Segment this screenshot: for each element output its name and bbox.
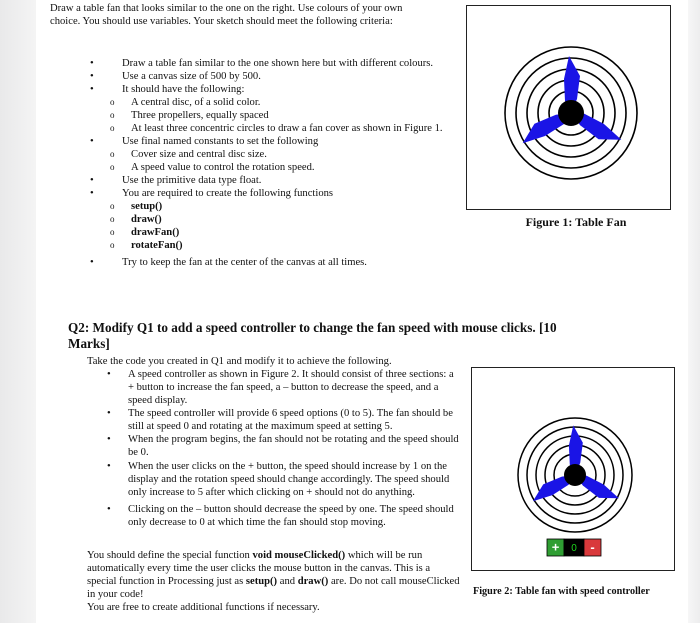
q2-requirements-list <box>107 368 462 529</box>
fan-central-disc <box>558 100 584 126</box>
speed-value: 0 <box>571 543 577 554</box>
q2-requirement: • When the program begins, the fan should not be rotating and the speed should be 0. <box>107 434 459 458</box>
criteria-item: • Use final named constants to set the following <box>90 136 319 147</box>
criteria-subitem: o At least three concentric circles to draw a fan cover as shown in Figure 1. <box>110 123 443 134</box>
criteria-item: • Draw a table fan similar to the one shown here but with different colours. <box>90 58 434 69</box>
figure-1-caption: Figure 1: Table Fan <box>525 215 627 229</box>
q2-requirement: • The speed controller will provide 6 speed options (0 to 5). The fan should be still at speed 0 and rotating at the maximum speed at setting 5. <box>107 408 453 432</box>
criteria-item: • Use a canvas size of 500 by 500. <box>90 71 261 82</box>
intro-paragraph: Draw a table fan that looks similar to the one on the right. Use colours of your own choice. You should use variables. Your sketch should meet the following criteria: <box>50 3 403 27</box>
function-name: o draw() <box>110 214 162 225</box>
figure-1-box <box>466 5 671 210</box>
q2-heading-line: Q2: Modify Q1 to add a speed controller to change the fan speed with mouse clicks. [10 <box>68 320 557 335</box>
function-name: o setup() <box>110 201 163 212</box>
criteria-subitem: o A speed value to control the rotation speed. <box>110 162 315 173</box>
criteria-item: • It should have the following: <box>90 84 245 95</box>
q2-requirement: • Clicking on the – button should decrease the speed by one. The speed should only decrease to 0 at which time the fan should stop moving. <box>107 504 454 528</box>
criteria-subitem: o A central disc, of a solid color. <box>110 97 261 108</box>
q2-requirement: • When the user clicks on the + button, the speed should increase by 1 on the display and the rotation speed should change accordingly. The speed should only increase to 5 after which clicking on + should not do anything. <box>107 461 450 498</box>
criteria-item: • You are required to create the following functions <box>90 188 334 199</box>
criteria-item: • Try to keep the fan at the center of the canvas at all times. <box>90 257 367 268</box>
closing-last-line: You are free to create additional functions if necessary. <box>87 602 320 613</box>
table-fan-with-controller-figure <box>472 368 674 570</box>
criteria-subitem: o Cover size and central disc size. <box>110 149 267 160</box>
function-name: o drawFan() <box>110 227 180 238</box>
figure-2-caption: Figure 2: Table fan with speed controller <box>473 586 650 597</box>
q2-heading-line: Marks] <box>68 336 110 351</box>
figure-2-box <box>471 367 675 571</box>
q2-requirement: • A speed controller as shown in Figure 2. It should consist of three sections: a + button to increase the fan speed, a – button to decrease the speed, and a speed display. <box>107 369 454 406</box>
table-fan-figure <box>467 6 670 209</box>
q2-intro: Take the code you created in Q1 and modify it to achieve the following. <box>87 356 392 367</box>
criteria-item: • Use the primitive data type float. <box>90 175 262 186</box>
fan-central-disc <box>564 464 586 486</box>
criteria-list <box>90 57 462 269</box>
q2-closing-paragraph: You should define the special function void mouseClicked() which will be run automatically every time the user clicks the mouse button in the canvas. This is a special function in Processing just as setup() and draw() are. Do not call mouseClicked in your code! You are free to create additional functions if necessary. <box>87 549 462 614</box>
speed-plus-label: + <box>551 539 560 555</box>
speed-controller <box>547 539 601 556</box>
criteria-subitem: o Three propellers, equally spaced <box>110 110 269 121</box>
q2-heading <box>68 320 628 352</box>
function-name: o rotateFan() <box>110 240 183 251</box>
speed-minus-label: - <box>590 539 595 555</box>
